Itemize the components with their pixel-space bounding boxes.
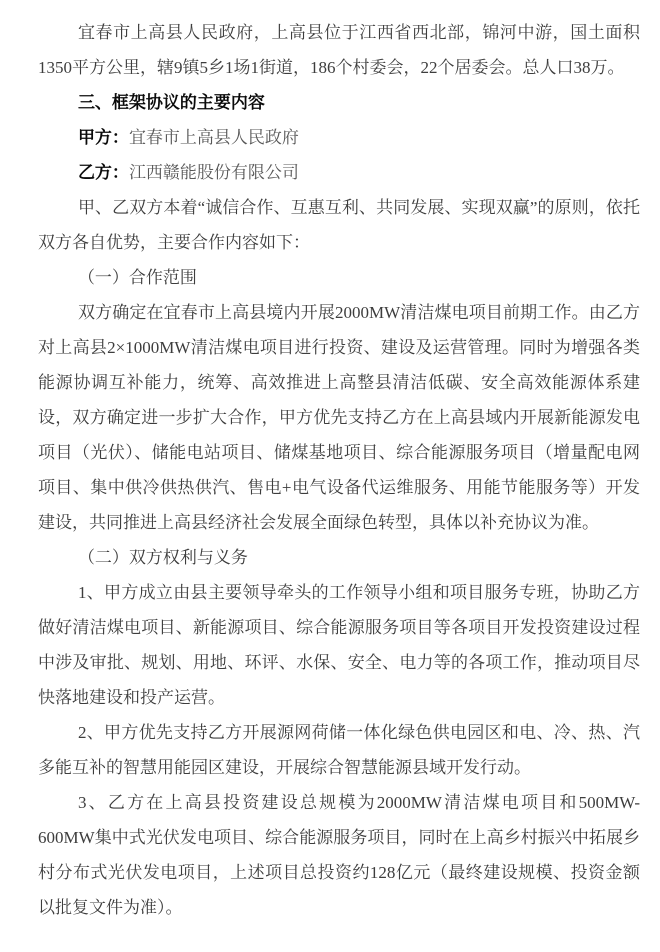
paragraph: 甲方：宜春市上高县人民政府 [77,128,299,147]
paragraph: 乙方：江西赣能股份有限公司 [77,163,299,182]
paragraph: （二）双方权利与义务 [77,548,248,567]
paragraph: 3、乙方在上高县投资建设总规模为2000MW清洁煤电项目和500MW-600MW集中式光伏发电项目、综合能源服务项目，同时在上高乡村振兴中拓展乡村分布式光伏发电项目，上述项目总投资约128亿元（最终建设规模、投资金额以批复文件为准）。 [38,793,640,917]
section-heading: 三、框架协议的主要内容 [77,93,265,112]
document-body [38,15,640,925]
paragraph: 宜春市上高县人民政府，上高县位于江西省西北部，锦河中游，国土面积1350平方公里，辖9镇5乡1场1街道，186个村委会，22个居委会。总人口38万。 [38,23,640,77]
party-label: 甲方： [77,128,129,147]
party-label: 乙方： [77,163,129,182]
paragraph: 甲、乙双方本着“诚信合作、互惠互利、共同发展、实现双赢”的原则，依托双方各自优势，主要合作内容如下： [38,198,640,252]
paragraph: 2、甲方优先支持乙方开展源网荷储一体化绿色供电园区和电、冷、热、汽多能互补的智慧用能园区建设，开展综合智慧能源县域开发行动。 [38,723,640,777]
paragraph: 1、甲方成立由县主要领导牵头的工作领导小组和项目服务专班，协助乙方做好清洁煤电项目、新能源项目、综合能源服务项目等各项目开发投资建设过程中涉及审批、规划、用地、环评、水保、安全、电力等的各项工作，推动项目尽快落地建设和投产运营。 [38,583,640,707]
paragraph: 双方确定在宜春市上高县境内开展2000MW清洁煤电项目前期工作。由乙方对上高县2×1000MW清洁煤电项目进行投资、建设及运营管理。同时为增强各类能源协调互补能力，统筹、高效推进上高整县清洁低碳、安全高效能源体系建设，双方确定进一步扩大合作，甲方优先支持乙方在上高县域内开展新能源发电项目（光伏）、储能电站项目、储煤基地项目、综合能源服务项目（增量配电网项目、集中供冷供热供汽、售电+电气设备代运维服务、用能节能服务等）开发建设，共同推进上高县经济社会发展全面绿色转型，具体以补充协议为准。 [38,303,640,532]
paragraph: （一）合作范围 [77,268,197,287]
